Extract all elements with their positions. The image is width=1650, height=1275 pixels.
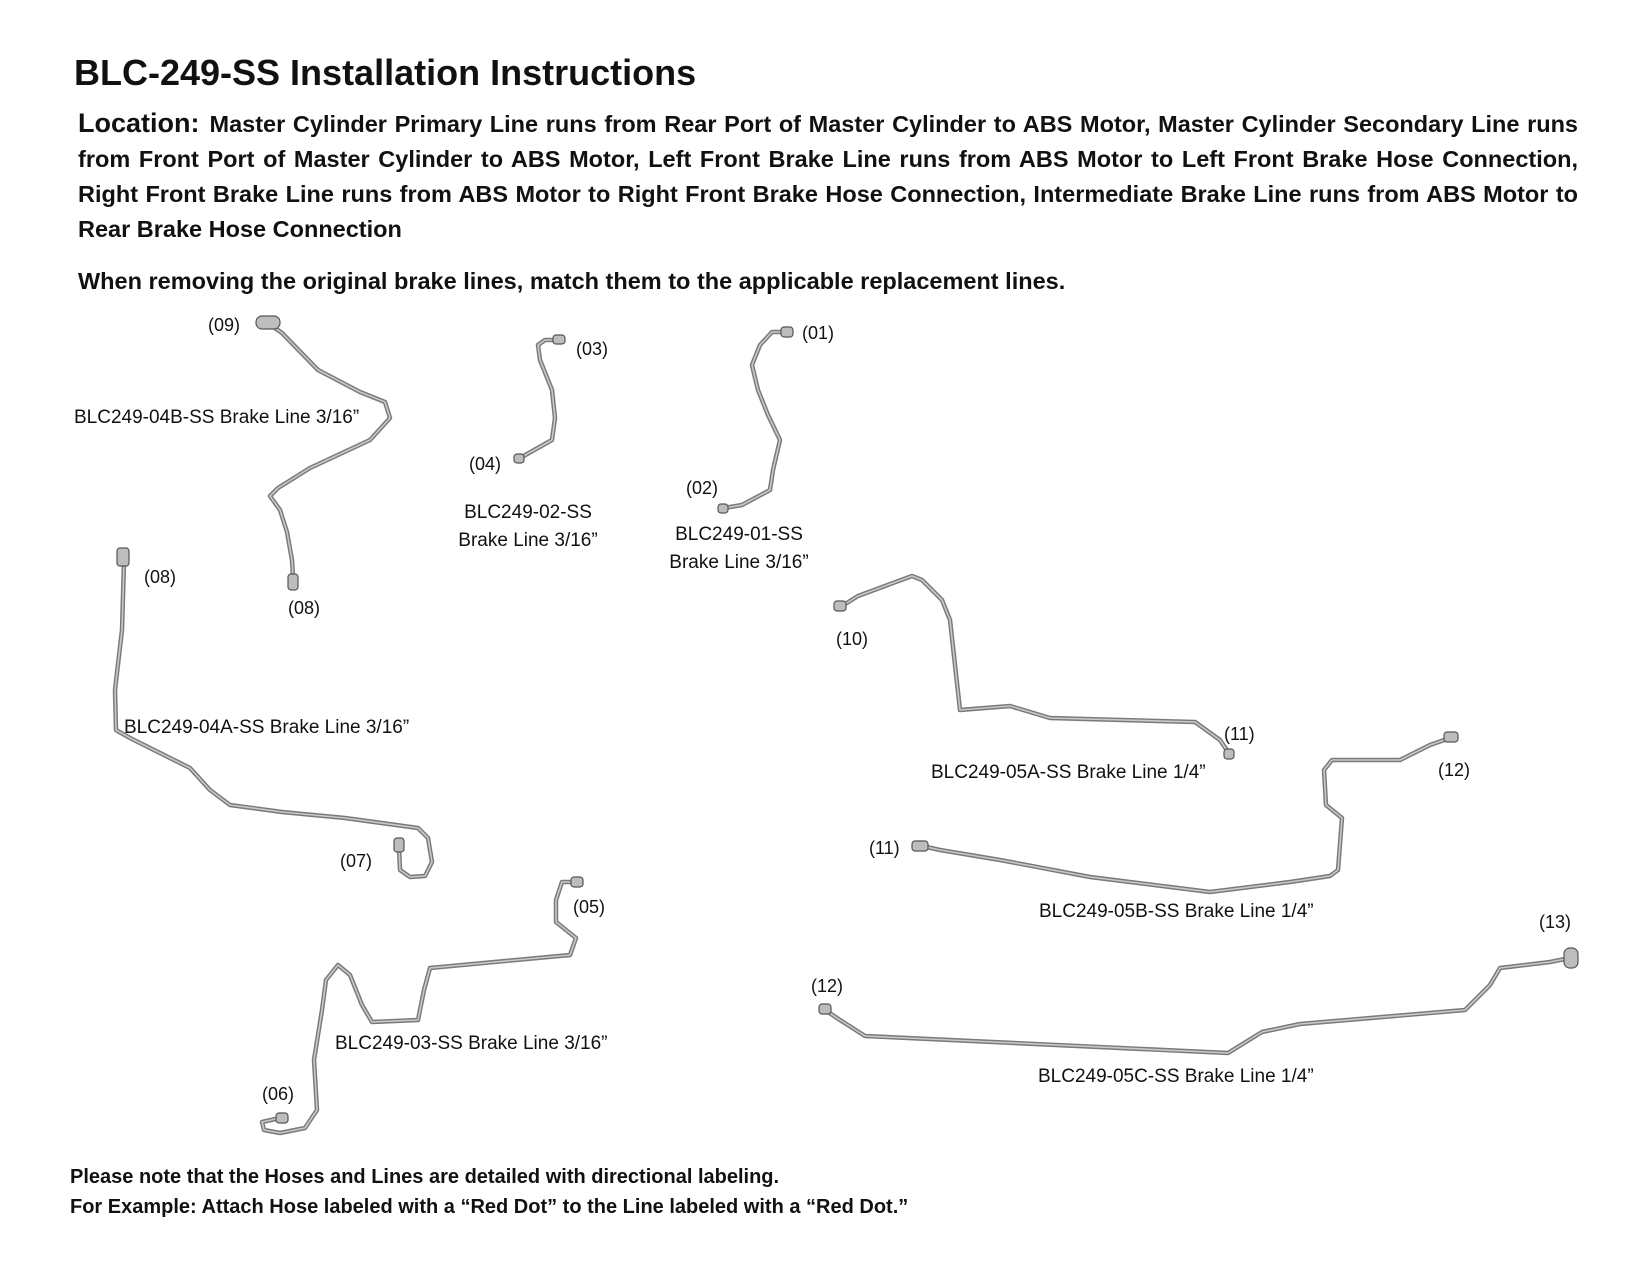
line-05b-end-12: (12) [1438, 760, 1471, 780]
fitting-06-icon [276, 1113, 288, 1123]
line-01-end-01: (01) [802, 323, 835, 343]
fitting-09-icon [256, 316, 280, 329]
fitting-12b-icon [819, 1004, 831, 1014]
fitting-12-icon [1444, 732, 1458, 742]
fitting-07-icon [394, 838, 404, 852]
brake-line-04b-drawing [256, 316, 390, 590]
fitting-08b-icon [117, 548, 129, 566]
line-01-end-02: (02) [686, 478, 719, 498]
footer-note-example: For Example: Attach Hose labeled with a “Red Dot” to the Line labeled with a “Red Dot.” [70, 1196, 909, 1218]
brake-line-02-drawing [514, 335, 565, 463]
page-title: BLC-249-SS Installation Instructions [74, 52, 697, 93]
line-03-label: BLC249-03-SS Brake Line 3/16” [335, 1033, 608, 1054]
line-05c-end-12: (12) [811, 976, 844, 996]
fitting-03-icon [553, 335, 565, 344]
line-05c-end-13: (13) [1539, 912, 1572, 932]
line-01-label-part: BLC249-01-SS [675, 524, 803, 545]
brake-line-01-drawing [718, 327, 793, 513]
fitting-02-icon [718, 504, 728, 513]
location-text: Master Cylinder Primary Line runs from Rear Port of Master Cylinder to ABS Motor, Master Cylinder Secondary Line runs from Front Port of Master Cylinder to ABS Motor, Left Front Brake Line runs from ABS Motor to Left Front Brake Hose Connection, Right Front Brake Line runs from ABS Motor to Right Front Brake Hose Connection, Intermediate Brake Line runs from ABS Motor to Rear Brake Hose Connection [78, 111, 1578, 242]
fitting-11b-icon [912, 841, 928, 851]
line-04b-end-09: (09) [208, 315, 241, 335]
fitting-11-icon [1224, 749, 1234, 759]
fitting-04-icon [514, 454, 524, 463]
line-02-end-04: (04) [469, 454, 502, 474]
line-05a-end-10: (10) [836, 629, 869, 649]
line-05a-label: BLC249-05A-SS Brake Line 1/4” [931, 762, 1206, 783]
line-04a-label: BLC249-04A-SS Brake Line 3/16” [124, 717, 410, 738]
fitting-10-icon [834, 601, 846, 611]
line-03-end-06: (06) [262, 1084, 295, 1104]
footer-note-directional: Please note that the Hoses and Lines are detailed with directional labeling. [70, 1166, 780, 1188]
line-04a-end-08: (08) [144, 567, 177, 587]
line-05b-end-11: (11) [869, 838, 900, 858]
fitting-08-icon [288, 574, 298, 590]
line-03-end-05: (05) [573, 897, 606, 917]
fitting-01-icon [781, 327, 793, 337]
match-instruction: When removing the original brake lines, match them to the applicable replacement lines. [78, 268, 1066, 294]
brake-line-05a-drawing [834, 576, 1234, 759]
line-02-end-03: (03) [576, 339, 609, 359]
line-04b-label: BLC249-04B-SS Brake Line 3/16” [74, 407, 360, 428]
line-04b-end-08: (08) [288, 598, 321, 618]
line-05b-label: BLC249-05B-SS Brake Line 1/4” [1039, 901, 1314, 922]
line-05a-end-11: (11) [1224, 724, 1255, 744]
brake-line-05b-drawing [912, 732, 1458, 892]
line-04a-end-07: (07) [340, 851, 373, 871]
fitting-13-icon [1564, 948, 1578, 968]
brake-line-05c-drawing [819, 948, 1578, 1053]
brake-line-04a-drawing [115, 548, 432, 877]
fitting-05-icon [571, 877, 583, 887]
line-05c-label: BLC249-05C-SS Brake Line 1/4” [1038, 1066, 1314, 1087]
brake-line-03-drawing [262, 877, 583, 1133]
line-01-label-size: Brake Line 3/16” [669, 552, 809, 573]
line-02-label-part: BLC249-02-SS [464, 502, 592, 523]
line-02-label-size: Brake Line 3/16” [458, 530, 598, 551]
location-label: Location: [78, 108, 200, 138]
